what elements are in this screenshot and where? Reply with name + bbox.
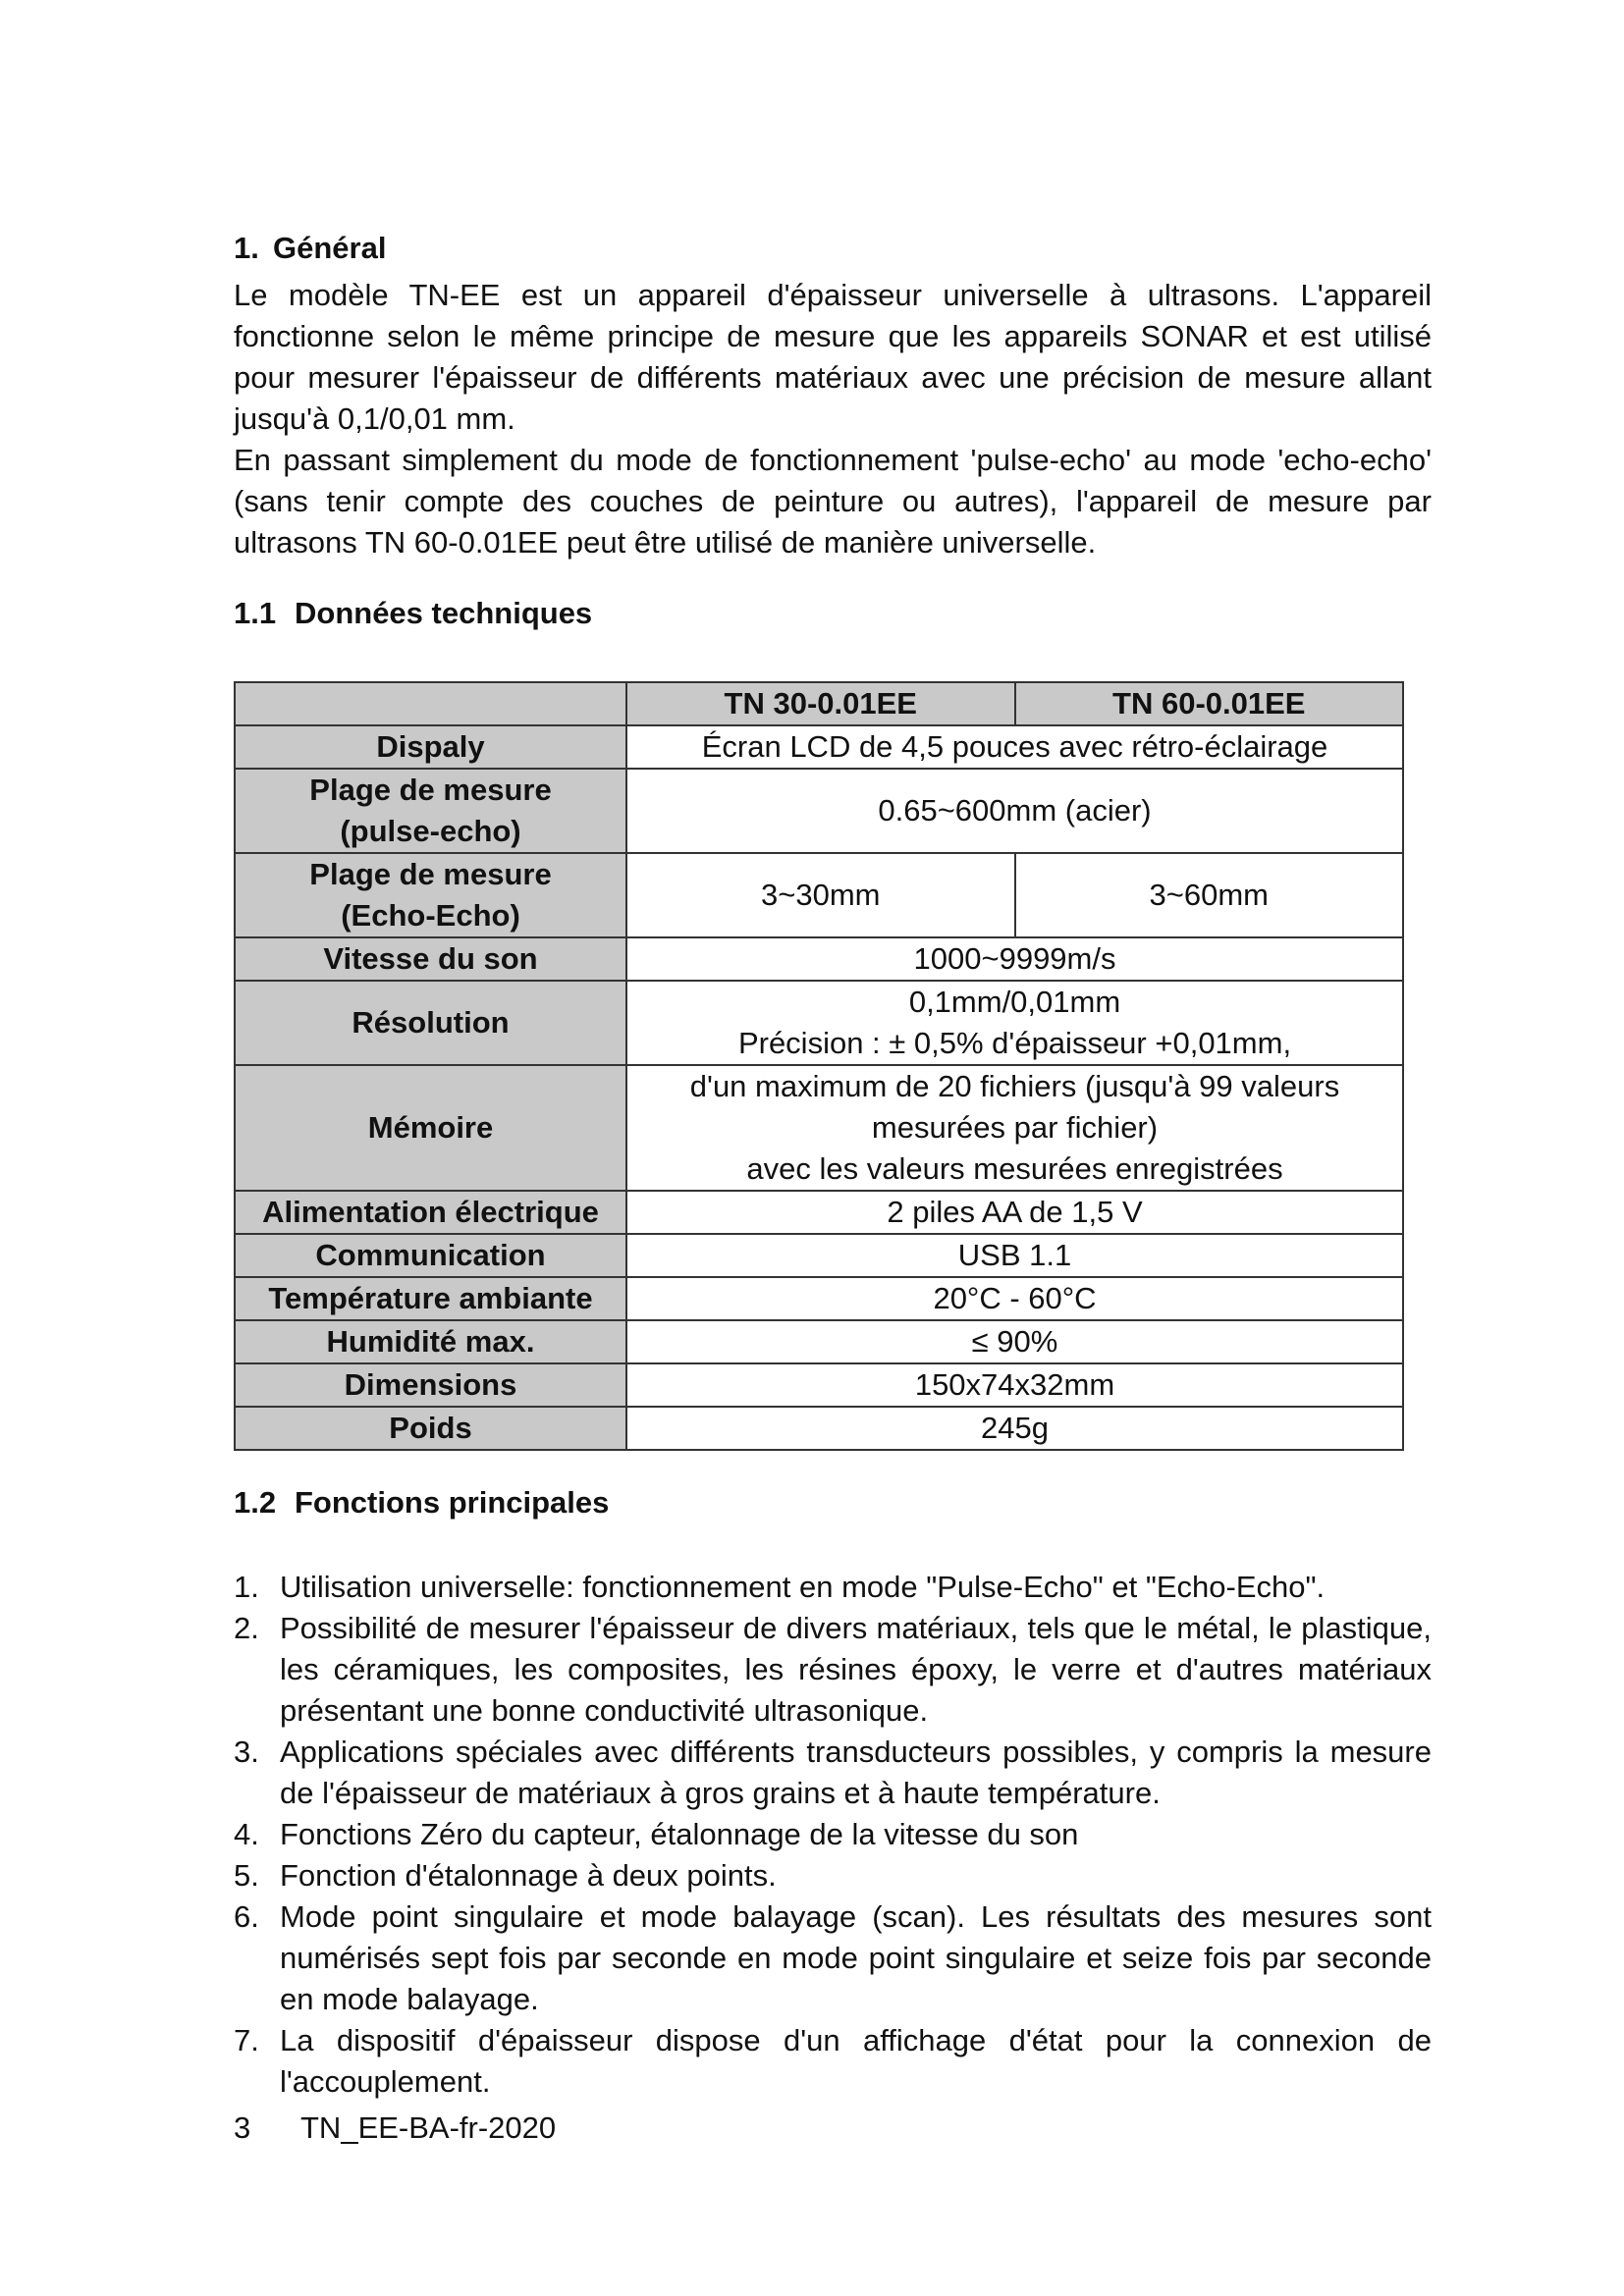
table-row [235,981,1403,1065]
row-label-weight: Poids [235,1407,626,1450]
row-value-dimensions: 150x74x32mm [626,1363,1403,1407]
section-heading-technical-data: 1.1 Données techniques [234,596,593,630]
row-label-display: Dispaly [235,725,626,769]
table-row [235,769,1403,853]
row-label-memory: Mémoire [235,1065,626,1191]
row-label-humidity: Humidité max. [235,1320,626,1363]
row-label-sound-speed: Vitesse du son [235,937,626,981]
list-item: 4. Fonctions Zéro du capteur, étalonnage de la vitesse du son [234,1817,1079,1851]
row-value-resolution: 0,1mm/0,01mm Précision : ± 0,5% d'épaisseur +0,01mm, [626,981,1403,1065]
row-label-dimensions: Dimensions [235,1363,626,1407]
general-paragraph-2: En passant simplement du mode de fonctionnement 'pulse-echo' au mode 'echo-echo' (sans tenir compte des couches de peinture ou autres), l'appareil de mesure par ultrasons TN 60-0.01EE peut être utilisé de manière universelle. [234,443,1432,560]
table-row [235,937,1403,981]
page-footer [234,2108,556,2149]
row-value-power: 2 piles AA de 1,5 V [626,1191,1403,1234]
table-row [235,1363,1403,1407]
table-row [235,1065,1403,1191]
row-value-range-echo-tn30: 3~30mm [626,853,1015,937]
row-value-range-echo-tn60: 3~60mm [1015,853,1404,937]
row-value-sound-speed: 1000~9999m/s [626,937,1403,981]
row-value-humidity: ≤ 90% [626,1320,1403,1363]
row-value-weight: 245g [626,1407,1403,1450]
technical-data-table [234,681,1404,1451]
document-code: TN_EE-BA-fr-2020 [300,2110,557,2145]
table-row [235,1277,1403,1320]
row-value-communication: USB 1.1 [626,1234,1403,1277]
functions-list [234,1567,1432,2103]
row-label-range-echo: Plage de mesure (Echo-Echo) [235,853,626,937]
row-value-memory: d'un maximum de 20 fichiers (jusqu'à 99 valeurs mesurées par fichier) avec les valeurs mesurées enregistrées [626,1065,1403,1191]
table-corner-cell [235,682,626,725]
row-label-range-pulse: Plage de mesure (pulse-echo) [235,769,626,853]
table-header-row [235,682,1403,725]
row-label-temperature: Température ambiante [235,1277,626,1320]
list-item: 3. Applications spéciales avec différents transducteurs possibles, y compris la mesure de l'épaisseur de matériaux à gros grains et à haute température. [234,1735,1432,1810]
table-row [235,1191,1403,1234]
row-label-power: Alimentation électrique [235,1191,626,1234]
model-header-tn60: TN 60-0.01EE [1015,682,1404,725]
list-item: 5. Fonction d'étalonnage à deux points. [234,1858,777,1893]
page-content [234,228,1432,2103]
row-value-temperature: 20°C - 60°C [626,1277,1403,1320]
list-item: 7. La dispositif d'épaisseur dispose d'un affichage d'état pour la connexion de l'accouplement. [234,2023,1432,2099]
general-paragraph-1: Le modèle TN-EE est un appareil d'épaisseur universelle à ultrasons. L'appareil fonctionne selon le même principe de mesure que les appareils SONAR et est utilisé pour mesurer l'épaisseur de différents matériaux avec une précision de mesure allant jusqu'à 0,1/0,01 mm. [234,278,1432,436]
table-row [235,853,1403,937]
row-label-communication: Communication [235,1234,626,1277]
list-item: 1. Utilisation universelle: fonctionnement en mode "Pulse-Echo" et "Echo-Echo". [234,1570,1326,1604]
row-value-display: Écran LCD de 4,5 pouces avec rétro-éclairage [626,725,1403,769]
section-heading-main-functions: 1.2 Fonctions principales [234,1485,610,1520]
list-item: 6. Mode point singulaire et mode balayage (scan). Les résultats des mesures sont numérisés sept fois par seconde en mode point singulaire et seize fois par seconde en mode balayage. [234,1899,1432,2016]
model-header-tn30: TN 30-0.01EE [626,682,1015,725]
list-item: 2. Possibilité de mesurer l'épaisseur de divers matériaux, tels que le métal, le plastique, les céramiques, les composites, les résines époxy, le verre et d'autres matériaux présentant une bonne conductivité ultrasonique. [234,1611,1432,1728]
table-row [235,725,1403,769]
section-heading-general: 1. Général [234,231,387,265]
table-row [235,1234,1403,1277]
page-number: 3 [234,2110,251,2145]
row-label-resolution: Résolution [235,981,626,1065]
table-row [235,1320,1403,1363]
row-value-range-pulse: 0.65~600mm (acier) [626,769,1403,853]
table-row [235,1407,1403,1450]
